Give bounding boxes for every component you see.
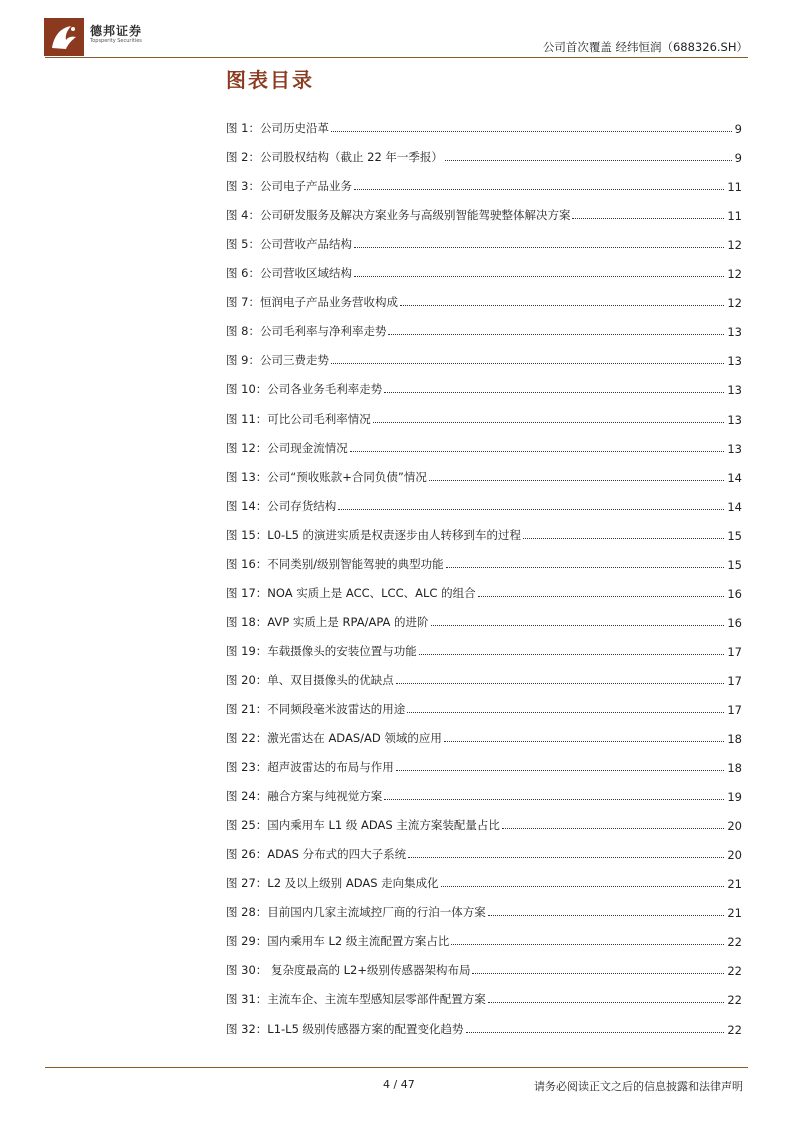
toc-dot-leader bbox=[444, 740, 724, 742]
toc-entry-label: 图 9：公司三费走势 bbox=[226, 353, 329, 368]
toc-entry-label: 图 31：主流车企、主流车型感知层零部件配置方案 bbox=[226, 992, 486, 1007]
toc-entry-label: 图 28：目前国内几家主流域控厂商的行泊一体方案 bbox=[226, 905, 486, 920]
toc-entry-label: 图 4：公司研发服务及解决方案业务与高级别智能驾驶整体解决方案 bbox=[226, 208, 571, 223]
toc-entry[interactable] bbox=[226, 804, 742, 833]
toc-dot-leader bbox=[466, 1031, 725, 1033]
toc-entry-label: 图 2：公司股权结构（截止 22 年一季报） bbox=[226, 150, 443, 165]
toc-entry[interactable] bbox=[226, 136, 742, 165]
toc-entry-label: 图 16：不同类别/级别智能驾驶的典型功能 bbox=[226, 556, 444, 571]
toc-entry-page: 18 bbox=[727, 732, 742, 747]
toc-dot-leader bbox=[354, 275, 724, 277]
toc-entry-label: 图 32：L1-L5 级别传感器方案的配置变化趋势 bbox=[226, 1021, 464, 1036]
toc-entry[interactable] bbox=[226, 223, 742, 252]
toc-dot-leader bbox=[431, 624, 725, 626]
toc-entry-label: 图 7：恒润电子产品业务营收构成 bbox=[226, 295, 398, 310]
toc-entry[interactable] bbox=[226, 920, 742, 949]
toc-entry[interactable] bbox=[226, 891, 742, 920]
toc-entry[interactable] bbox=[226, 397, 742, 426]
toc-entry-label: 图 24：融合方案与纯视觉方案 bbox=[226, 789, 383, 804]
toc-dot-leader bbox=[488, 914, 725, 916]
report-label: 公司首次覆盖 经纬恒润（688326.SH） bbox=[542, 40, 748, 54]
toc-dot-leader bbox=[407, 711, 724, 713]
toc-entry-page: 22 bbox=[727, 1022, 742, 1037]
toc-dot-leader bbox=[350, 450, 725, 452]
toc-entry-page: 13 bbox=[727, 383, 742, 398]
toc-entry-label: 图 21：不同频段毫米波雷达的用途 bbox=[226, 701, 406, 716]
toc-entry[interactable] bbox=[226, 368, 742, 397]
toc-entry[interactable] bbox=[226, 775, 742, 804]
toc-entry[interactable] bbox=[226, 1007, 742, 1036]
toc-dot-leader bbox=[445, 159, 732, 161]
toc-entry-label: 图 19：车载摄像头的安装位置与功能 bbox=[226, 643, 417, 658]
toc-entry[interactable] bbox=[226, 862, 742, 891]
toc-entry-page: 21 bbox=[727, 877, 742, 892]
toc-entry[interactable] bbox=[226, 543, 742, 572]
toc-entry[interactable] bbox=[226, 572, 742, 601]
toc-entry-page: 13 bbox=[727, 441, 742, 456]
toc-dot-leader bbox=[396, 682, 725, 684]
page-number: 4 / 47 bbox=[383, 1078, 415, 1091]
toc-entry-page: 18 bbox=[727, 761, 742, 776]
toc-dot-leader bbox=[384, 391, 724, 393]
toc-entry-page: 16 bbox=[727, 586, 742, 601]
toc-dot-leader bbox=[502, 827, 725, 829]
toc-entry-label: 图 15：L0-L5 的演进实质是权责逐步由人转移到车的过程 bbox=[226, 527, 522, 542]
toc-entry-label: 图 20：单、双目摄像头的优缺点 bbox=[226, 672, 394, 687]
toc-entry-page: 20 bbox=[727, 848, 742, 863]
toc-entry[interactable] bbox=[226, 688, 742, 717]
toc-entry-page: 15 bbox=[727, 557, 742, 572]
toc-entry[interactable] bbox=[226, 833, 742, 862]
toc-entry-page: 20 bbox=[727, 819, 742, 834]
brand-name: 德邦证券 bbox=[90, 24, 143, 38]
toc-entry-page: 12 bbox=[727, 238, 742, 253]
toc-entry-page: 9 bbox=[734, 151, 742, 166]
page-header bbox=[0, 0, 793, 62]
toc-entry-label: 图 10：公司各业务毛利率走势 bbox=[226, 382, 383, 397]
toc-dot-leader bbox=[373, 421, 725, 423]
toc-dot-leader bbox=[331, 130, 732, 132]
toc-dot-leader bbox=[523, 537, 724, 539]
toc-entry-label: 图 3：公司电子产品业务 bbox=[226, 179, 352, 194]
toc-dot-leader bbox=[408, 856, 724, 858]
toc-entry-page: 17 bbox=[727, 644, 742, 659]
toc-entry[interactable] bbox=[226, 630, 742, 659]
toc-entry-page: 13 bbox=[727, 354, 742, 369]
toc-dot-leader bbox=[451, 943, 724, 945]
toc-entry[interactable] bbox=[226, 601, 742, 630]
toc-entry[interactable] bbox=[226, 949, 742, 978]
topsperity-logo-icon bbox=[44, 18, 84, 56]
toc-entry-label: 图 26：ADAS 分布式的四大子系统 bbox=[226, 847, 407, 862]
toc-entry-label: 图 23：超声波雷达的布局与作用 bbox=[226, 760, 394, 775]
toc-entry[interactable] bbox=[226, 456, 742, 485]
toc-entry-page: 12 bbox=[727, 267, 742, 282]
toc-entry[interactable] bbox=[226, 659, 742, 688]
toc-dot-leader bbox=[419, 653, 725, 655]
toc-dot-leader bbox=[446, 566, 725, 568]
footer-disclaimer: 请务必阅读正文之后的信息披露和法律声明 bbox=[534, 1080, 743, 1093]
toc-dot-leader bbox=[472, 972, 724, 974]
toc-entry-label: 图 13：公司“预收账款+合同负债”情况 bbox=[226, 469, 427, 484]
toc-entry-page: 19 bbox=[727, 790, 742, 805]
toc-entry-label: 图 30： 复杂度最高的 L2+级别传感器架构布局 bbox=[226, 963, 471, 978]
brand-name-en: Topsperity Securities bbox=[90, 38, 142, 44]
toc-entry-page: 15 bbox=[727, 528, 742, 543]
toc-dot-leader bbox=[354, 188, 724, 190]
toc-entry-page: 12 bbox=[727, 296, 742, 311]
toc-dot-leader bbox=[354, 246, 724, 248]
toc-entry[interactable] bbox=[226, 107, 742, 136]
toc-entry-label: 图 22：激光雷达在 ADAS/AD 领域的应用 bbox=[226, 731, 442, 746]
toc-dot-leader bbox=[338, 508, 724, 510]
toc-dot-leader bbox=[429, 479, 725, 481]
toc-entry[interactable] bbox=[226, 165, 742, 194]
footer-divider bbox=[45, 1067, 748, 1068]
toc-entry-label: 图 6：公司营收区域结构 bbox=[226, 266, 352, 281]
toc-entry-label: 图 11：可比公司毛利率情况 bbox=[226, 411, 371, 426]
toc-entry-page: 14 bbox=[727, 499, 742, 514]
toc-entry-label: 图 1：公司历史沿革 bbox=[226, 121, 329, 136]
toc-entry[interactable] bbox=[226, 485, 742, 514]
toc-entry-page: 21 bbox=[727, 906, 742, 921]
figure-toc-list bbox=[226, 107, 742, 1037]
toc-entry[interactable] bbox=[226, 746, 742, 775]
toc-entry-page: 13 bbox=[727, 325, 742, 340]
toc-entry-page: 17 bbox=[727, 673, 742, 688]
toc-dot-leader bbox=[388, 333, 724, 335]
toc-dot-leader bbox=[441, 885, 725, 887]
toc-entry-page: 11 bbox=[727, 209, 742, 224]
toc-entry[interactable] bbox=[226, 339, 742, 368]
header-divider bbox=[45, 57, 748, 58]
toc-entry-page: 22 bbox=[727, 935, 742, 950]
page-title: 图表目录 bbox=[226, 68, 314, 92]
toc-dot-leader bbox=[478, 595, 725, 597]
toc-dot-leader bbox=[331, 362, 724, 364]
toc-entry[interactable] bbox=[226, 252, 742, 281]
toc-dot-leader bbox=[400, 304, 724, 306]
toc-entry-label: 图 12：公司现金流情况 bbox=[226, 440, 348, 455]
toc-entry-page: 14 bbox=[727, 470, 742, 485]
toc-entry[interactable] bbox=[226, 194, 742, 223]
toc-entry[interactable] bbox=[226, 978, 742, 1007]
toc-entry-page: 22 bbox=[727, 993, 742, 1008]
toc-entry-page: 22 bbox=[727, 964, 742, 979]
toc-entry[interactable] bbox=[226, 281, 742, 310]
toc-entry-page: 17 bbox=[727, 702, 742, 717]
toc-dot-leader bbox=[488, 1001, 725, 1003]
toc-entry-label: 图 8：公司毛利率与净利率走势 bbox=[226, 324, 387, 339]
toc-entry-page: 16 bbox=[727, 615, 742, 630]
toc-entry-label: 图 29：国内乘用车 L2 级主流配置方案占比 bbox=[226, 934, 450, 949]
toc-entry-page: 13 bbox=[727, 412, 742, 427]
toc-entry-label: 图 25：国内乘用车 L1 级 ADAS 主流方案装配量占比 bbox=[226, 818, 500, 833]
toc-dot-leader bbox=[572, 217, 724, 219]
toc-entry-label: 图 18：AVP 实质上是 RPA/APA 的进阶 bbox=[226, 614, 429, 629]
toc-entry[interactable] bbox=[226, 514, 742, 543]
toc-entry-label: 图 5：公司营收产品结构 bbox=[226, 237, 352, 252]
toc-entry-page: 9 bbox=[734, 122, 742, 137]
toc-entry-label: 图 14：公司存货结构 bbox=[226, 498, 337, 513]
toc-dot-leader bbox=[396, 769, 725, 771]
toc-entry[interactable] bbox=[226, 427, 742, 456]
toc-entry-label: 图 17：NOA 实质上是 ACC、LCC、ALC 的组合 bbox=[226, 585, 476, 600]
toc-entry-label: 图 27：L2 及以上级别 ADAS 走向集成化 bbox=[226, 876, 439, 891]
toc-entry[interactable] bbox=[226, 717, 742, 746]
toc-entry-page: 11 bbox=[727, 180, 742, 195]
toc-dot-leader bbox=[384, 798, 724, 800]
toc-entry[interactable] bbox=[226, 310, 742, 339]
